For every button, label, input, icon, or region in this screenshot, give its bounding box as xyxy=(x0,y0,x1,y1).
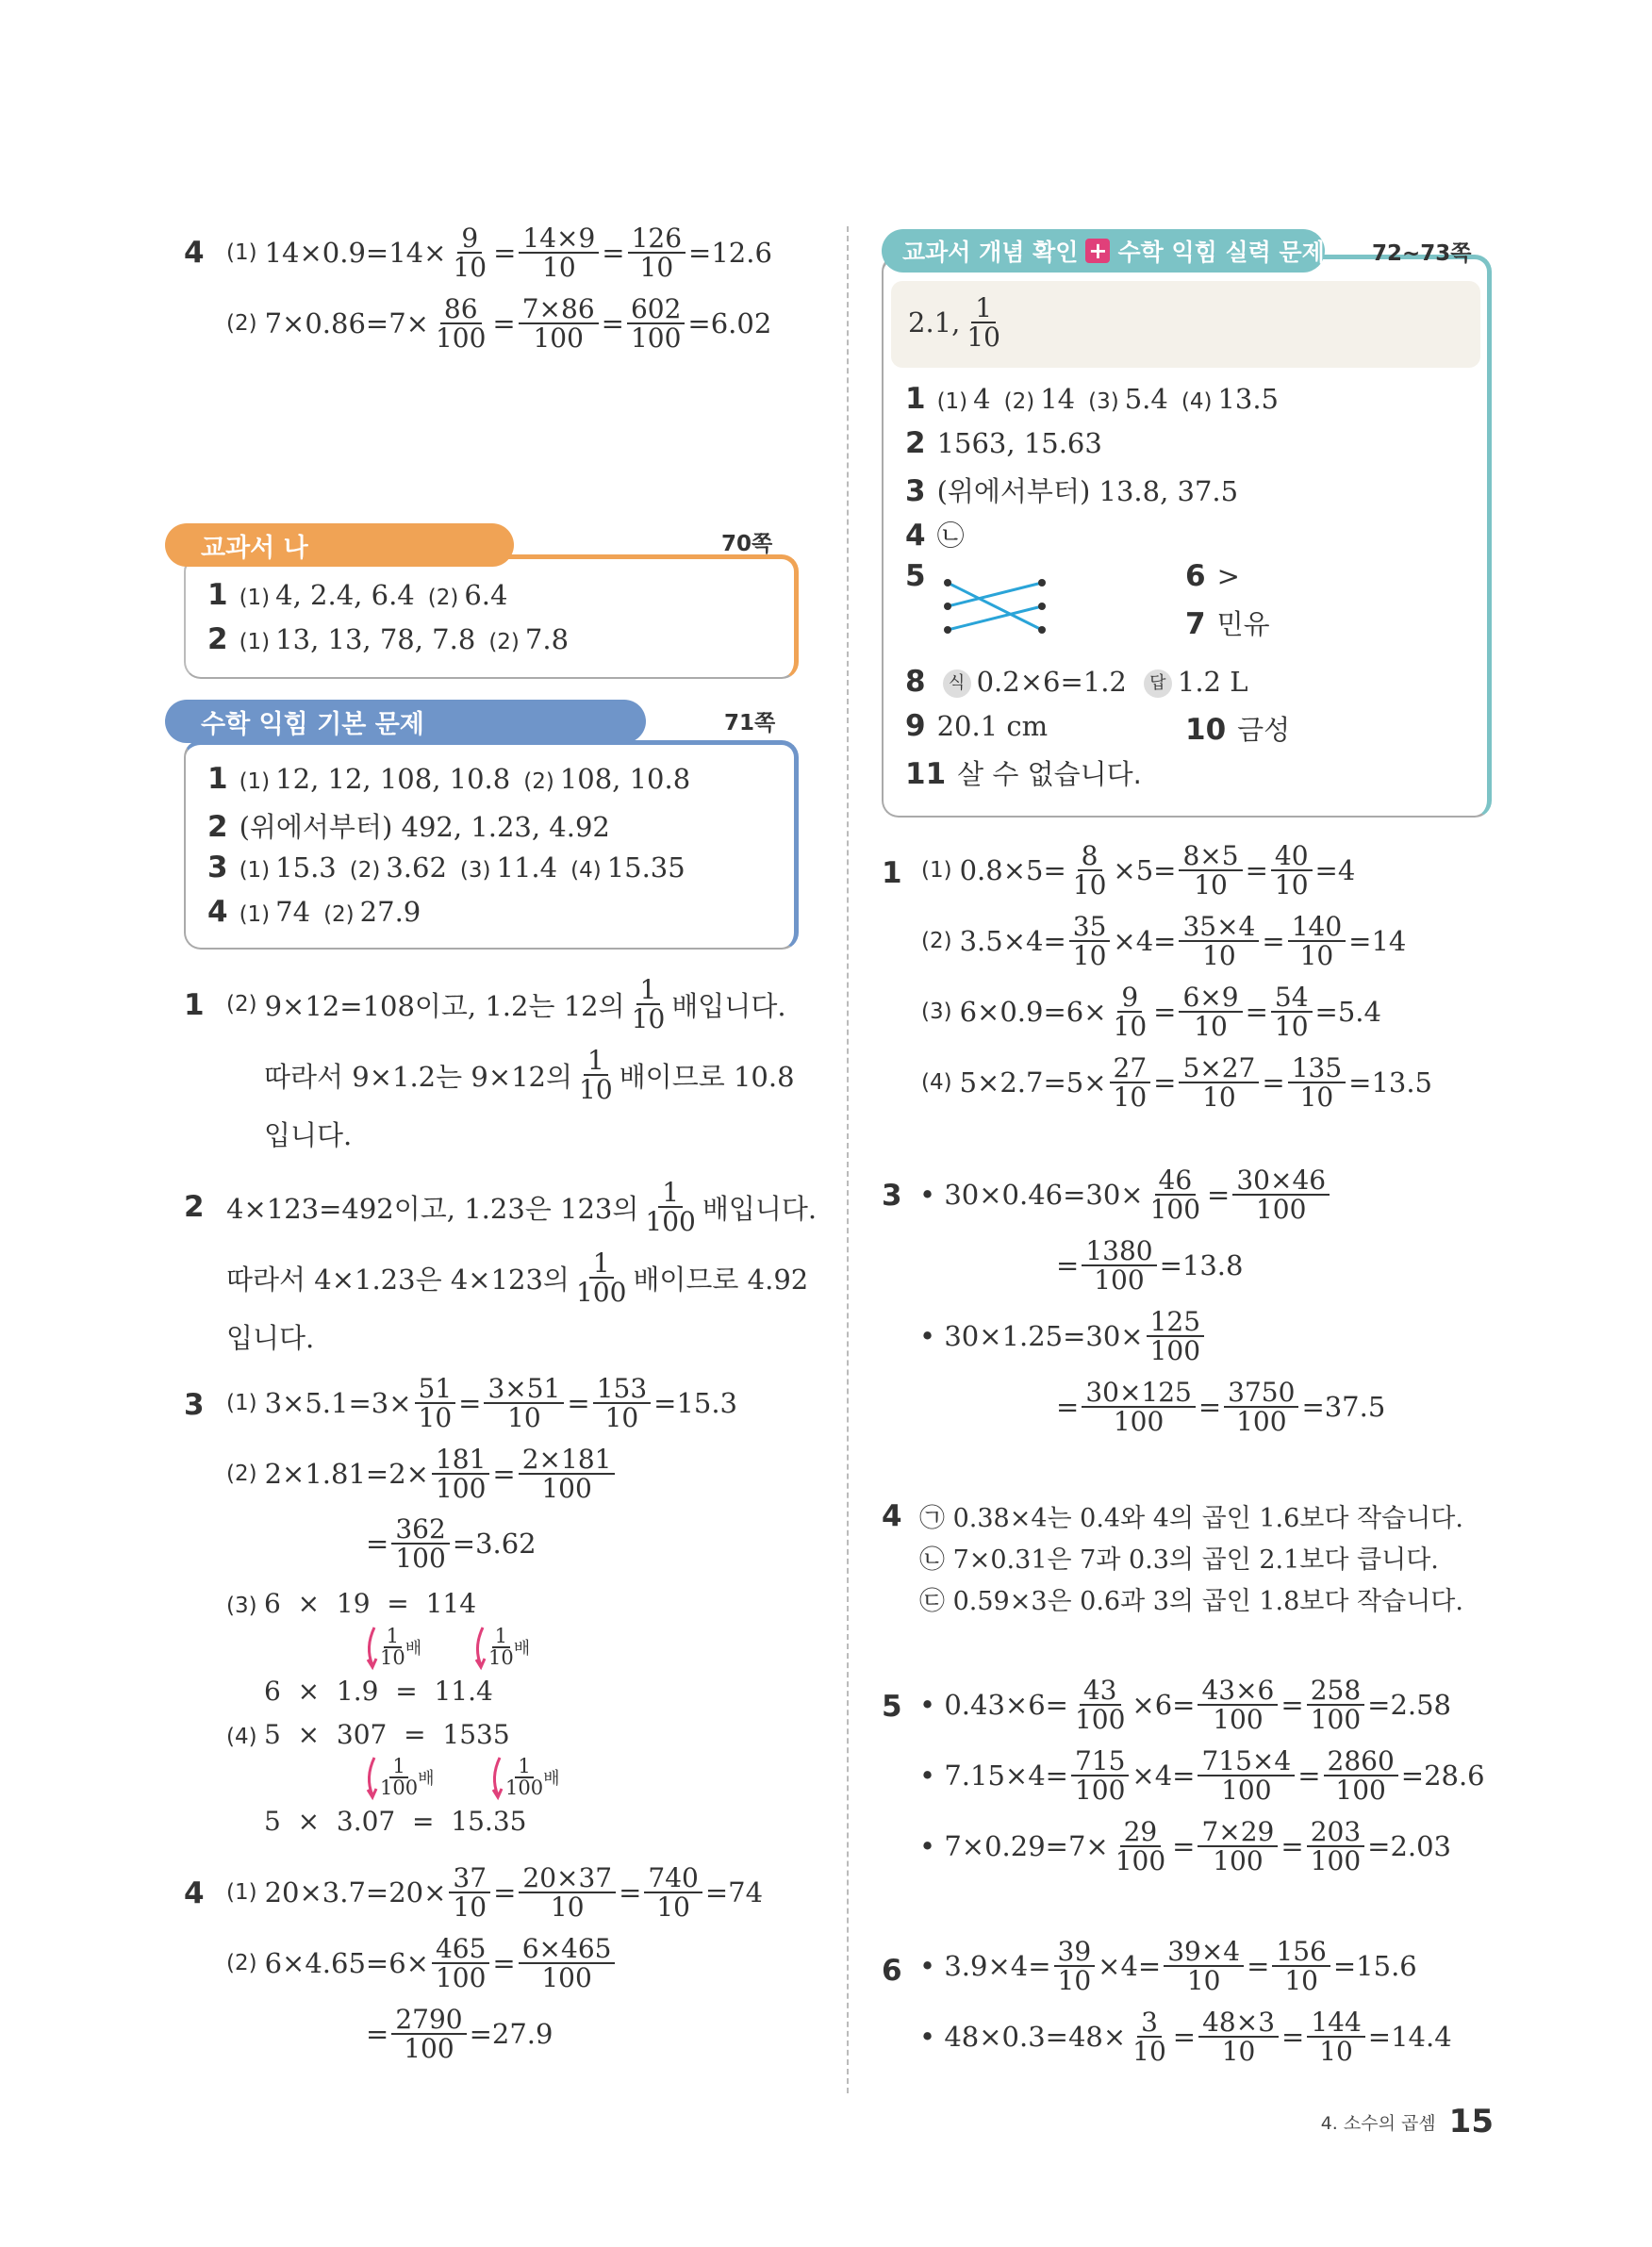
fraction: $\frac{9}{10}$ xyxy=(453,223,487,284)
answer-box-textbook xyxy=(184,554,799,679)
answer-line: 7 민유 xyxy=(1185,607,1270,641)
solution-line: = $\frac{362}{100}$ =3.62 xyxy=(366,1513,537,1575)
column-divider xyxy=(847,226,849,2093)
problem-number: 1 xyxy=(882,856,902,890)
multiplication-row: 5 × 3.07 = 15.35 xyxy=(264,1806,527,1837)
fraction: $\frac{43\times 6}{100}$ xyxy=(1198,1677,1278,1734)
fraction: $\frac{3\times 51}{10}$ xyxy=(484,1375,564,1432)
fraction: $\frac{125}{100}$ xyxy=(1147,1308,1204,1365)
fraction: $\frac{465}{100}$ xyxy=(432,1935,489,1992)
section-title-practice: 수학 익힘 기본 문제 xyxy=(165,700,646,743)
fraction: $\frac{1}{10}$ xyxy=(579,1045,613,1106)
fraction: $\frac{43}{100}$ xyxy=(1074,1675,1126,1736)
fraction: $\frac{86}{100}$ xyxy=(435,293,487,355)
solution-line: • 3.9×4= $\frac{39}{10}$ ×4= $\frac{39\times 4}{10}$ = $\frac{156}{10}$ =15.6 xyxy=(919,1936,1417,1997)
problem-number: 2 xyxy=(184,1190,205,1224)
solution-line: • 30×1.25=30× $\frac{125}{100}$ xyxy=(919,1308,1207,1365)
multiplication-row: 5 × 307 = 1535 xyxy=(264,1719,510,1750)
fraction: $\frac{2860}{100}$ xyxy=(1324,1747,1398,1805)
fraction: $\frac{40}{10}$ xyxy=(1271,842,1313,900)
page-ref: 71쪽 xyxy=(724,711,776,735)
fraction: $\frac{1}{100}$ xyxy=(645,1177,696,1238)
fraction: $\frac{715}{100}$ xyxy=(1071,1747,1129,1805)
answer-line: 1 (1) 4, 2.4, 6.4 (2) 6.4 xyxy=(207,578,508,612)
fraction: $\frac{602}{100}$ xyxy=(627,295,685,353)
fraction: $\frac{14\times 9}{10}$ xyxy=(519,224,599,282)
answer-tag: 답 xyxy=(1144,669,1172,698)
solution-line: (2) 3.5×4= $\frac{35}{10}$ ×4= $\frac{35\times 4}{10}$ = $\frac{140}{10}$ =14 xyxy=(921,911,1407,972)
fraction: $\frac{54}{10}$ xyxy=(1271,983,1313,1041)
fraction: $\frac{140}{10}$ xyxy=(1288,913,1346,970)
fraction: $\frac{362}{100}$ xyxy=(391,1515,449,1573)
answer-line: 5 xyxy=(905,559,926,593)
pink-arrow-icon xyxy=(488,1754,504,1801)
answer-line: 3 (1) 15.3 (2) 3.62 (3) 11.4 (4) 15.35 xyxy=(207,851,686,884)
fraction: $\frac{203}{100}$ xyxy=(1307,1818,1364,1875)
fraction: $\frac{7\times 29}{100}$ xyxy=(1198,1818,1278,1875)
section-title-concept: 교과서 개념 확인 + 수학 익힘 실력 문제 xyxy=(882,229,1325,273)
solution-line: (1) 20×3.7=20× $\frac{37}{10}$ = $\frac{20\times 37}{10}$ = $\frac{740}{10}$ =74 xyxy=(226,1862,764,1924)
answer-line: 4 ㉡ xyxy=(905,519,965,553)
answer-line: 3 (위에서부터) 13.8, 37.5 xyxy=(905,474,1239,508)
fraction: $\frac{2790}{100}$ xyxy=(391,2006,466,2063)
pink-arrow-icon xyxy=(363,1754,378,1801)
answer-line: 2 (위에서부터) 492, 1.23, 4.92 xyxy=(207,810,610,844)
fraction: $\frac{135}{10}$ xyxy=(1288,1054,1346,1112)
fraction: $\frac{39}{10}$ xyxy=(1054,1938,1096,1995)
fraction: $\frac{156}{10}$ xyxy=(1272,1938,1330,1995)
answer-line: 9 20.1 cm xyxy=(905,709,1049,743)
fraction: $\frac{20\times 37}{10}$ xyxy=(519,1864,616,1922)
problem-number: 4 xyxy=(184,1876,205,1910)
solution-line: = $\frac{1380}{100}$ =13.8 xyxy=(1056,1235,1244,1297)
chapter-title: 4. 소수의 곱셈 xyxy=(1320,2112,1436,2134)
fraction: $\frac{740}{10}$ xyxy=(644,1864,702,1922)
problem-number: 5 xyxy=(882,1690,902,1724)
fraction: $\frac{27}{10}$ xyxy=(1110,1054,1151,1112)
answer-line: 11 살 수 없습니다. xyxy=(905,757,1142,791)
answer-line: 1 (1) 12, 12, 108, 10.8 (2) 108, 10.8 xyxy=(207,762,691,796)
solution-line: (4) 5×2.7=5× $\frac{27}{10}$ = $\frac{5\times 27}{10}$ = $\frac{135}{10}$ =13.5 xyxy=(921,1052,1433,1114)
solution-line: (1) 0.8×5= $\frac{8}{10}$ ×5= $\frac{8\times 5}{10}$ = $\frac{40}{10}$ =4 xyxy=(921,840,1356,901)
fraction: $\frac{258}{100}$ xyxy=(1307,1677,1364,1734)
page-ref: 70쪽 xyxy=(721,532,773,556)
page-footer xyxy=(1321,2103,1494,2140)
answer-line: 1 (1) 4 (2) 14 (3) 5.4 (4) 13.5 xyxy=(905,382,1280,416)
factor-arrow: 1 10 배 xyxy=(363,1624,421,1671)
fraction: $\frac{48\times 3}{10}$ xyxy=(1198,2008,1279,2066)
solution-line: (1) 3×5.1=3× $\frac{51}{10}$ = $\frac{3\times 51}{10}$ = $\frac{153}{10}$ =15.3 xyxy=(226,1373,738,1434)
fraction: $\frac{5\times 27}{10}$ xyxy=(1179,1054,1259,1112)
problem-number: 4 xyxy=(184,236,205,270)
fraction: $\frac{8}{10}$ xyxy=(1072,840,1107,901)
page-number: 15 xyxy=(1448,2103,1494,2140)
solution-line: 입니다. xyxy=(226,1322,315,1354)
solution-line: (2) 9×12=108이고, 1.2는 12의 $\frac{1}{10}$ 배입니다. xyxy=(226,974,786,1035)
solution-line: ㉢ 0.59×3은 0.6과 3의 곱인 1.8보다 작습니다. xyxy=(919,1587,1463,1616)
fraction: $\frac{39\times 4}{10}$ xyxy=(1164,1938,1244,1995)
fraction: $\frac{144}{10}$ xyxy=(1307,2008,1364,2066)
fraction: $\frac{35}{10}$ xyxy=(1069,913,1111,970)
fraction: $\frac{153}{10}$ xyxy=(593,1375,651,1432)
matching-lines-diagram xyxy=(938,566,1051,651)
factor-arrow: 1 100 배 xyxy=(488,1754,559,1801)
fraction: $\frac{30\times 46}{100}$ xyxy=(1232,1166,1330,1224)
fraction: $\frac{35\times 4}{10}$ xyxy=(1179,913,1259,970)
fraction: $\frac{1}{100}$ xyxy=(575,1247,627,1309)
fraction: $\frac{8\times 5}{10}$ xyxy=(1179,842,1242,900)
solution-line: ㉡ 7×0.31은 7과 0.3의 곱인 2.1보다 큽니다. xyxy=(919,1545,1439,1575)
solution-line: ㉠ 0.38×4는 0.4와 4의 곱인 1.6보다 작습니다. xyxy=(919,1504,1463,1533)
fraction: $\frac{3}{10}$ xyxy=(1132,2007,1166,2068)
answer-line: 4 (1) 74 (2) 27.9 xyxy=(207,895,421,929)
section-title-textbook: 교과서 나 xyxy=(165,523,514,567)
fraction: $\frac{51}{10}$ xyxy=(415,1375,456,1432)
multiplication-row: 6 × 19 = 114 xyxy=(264,1588,477,1619)
fraction: $\frac{715\times 4}{100}$ xyxy=(1198,1747,1295,1805)
fraction: $\frac{1380}{100}$ xyxy=(1082,1237,1156,1295)
expression-tag: 식 xyxy=(943,669,971,698)
solution-line: (2) 6×4.65=6× $\frac{465}{100}$ = $\frac{6\times 465}{100}$ xyxy=(226,1935,618,1992)
fraction: $\frac{29}{100}$ xyxy=(1115,1816,1166,1877)
answer-line: 2 (1) 13, 13, 78, 7.8 (2) 7.8 xyxy=(207,622,570,656)
solution-line: (2) 2×1.81=2× $\frac{181}{100}$ = $\frac{2\times 181}{100}$ xyxy=(226,1446,618,1503)
solution-line: 4×123=492이고, 1.23은 123의 $\frac{1}{100}$ 배입니다. xyxy=(226,1177,818,1238)
multiplication-row: 6 × 1.9 = 11.4 xyxy=(264,1676,493,1707)
fraction: $\frac{1}{10}$ xyxy=(631,974,666,1035)
fraction: $\frac{6\times 465}{100}$ xyxy=(519,1935,616,1992)
solution-line: 입니다. xyxy=(264,1119,353,1151)
problem-number: 4 xyxy=(882,1499,902,1533)
solution-line: • 7.15×4= $\frac{715}{100}$ ×4= $\frac{715\times 4}{100}$ = $\frac{2860}{100}$ =28.6 xyxy=(919,1745,1485,1807)
solution-line: = $\frac{2790}{100}$ =27.9 xyxy=(366,2004,553,2065)
fraction: $\frac{7\times 86}{100}$ xyxy=(519,295,599,353)
solution-line: (1) 14×0.9=14× $\frac{9}{10}$ = $\frac{14\times 9}{10}$ = $\frac{126}{10}$ =12.6 xyxy=(226,223,772,284)
problem-number: 3 xyxy=(184,1388,205,1422)
solution-line: • 30×0.46=30× $\frac{46}{100}$ = $\frac{30\times 46}{100}$ xyxy=(919,1166,1332,1224)
fraction: $\frac{181}{100}$ xyxy=(432,1446,489,1503)
solution-line: = $\frac{30\times 125}{100}$ = $\frac{3750}{100}$ =37.5 xyxy=(1056,1377,1386,1438)
problem-number: 1 xyxy=(184,988,205,1022)
factor-arrow: 1 10 배 xyxy=(471,1624,530,1671)
solution-line: 따라서 9×1.2는 9×12의 $\frac{1}{10}$ 배이므로 10.8 xyxy=(264,1045,795,1106)
factor-arrow: 1 100 배 xyxy=(363,1754,434,1801)
fraction: $\frac{37}{10}$ xyxy=(449,1864,490,1922)
pink-arrow-icon xyxy=(471,1624,487,1671)
solution-line: (2) 7×0.86=7× $\frac{86}{100}$ = $\frac{7\times 86}{100}$ = $\frac{602}{100}$ =6.02 xyxy=(226,293,772,355)
fraction: $\frac{2\times 181}{100}$ xyxy=(519,1446,616,1503)
solution-line: • 48×0.3=48× $\frac{3}{10}$ = $\frac{48\times 3}{10}$ = $\frac{144}{10}$ =14.4 xyxy=(919,2007,1452,2068)
answer-line: 10 금성 xyxy=(1185,713,1291,747)
fraction: $\frac{30\times 125}{100}$ xyxy=(1082,1379,1196,1436)
solution-line: • 0.43×6= $\frac{43}{100}$ ×6= $\frac{43\times 6}{100}$ = $\frac{258}{100}$ =2.58 xyxy=(919,1675,1452,1736)
solution-line: 따라서 4×1.23은 4×123의 $\frac{1}{100}$ 배이므로 4.92 xyxy=(226,1247,809,1309)
answer-line: 6 > xyxy=(1185,559,1240,593)
plus-icon: + xyxy=(1085,239,1110,263)
concept-answer: 2.1, $\frac{1}{10}$ xyxy=(908,294,1007,352)
solution-line: (3) 6×0.9=6× $\frac{9}{10}$ = $\frac{6\times 9}{10}$ = $\frac{54}{10}$ =5.4 xyxy=(921,982,1381,1043)
problem-number: 6 xyxy=(882,1954,902,1988)
solution-line: • 7×0.29=7× $\frac{29}{100}$ = $\frac{7\times 29}{100}$ = $\frac{203}{100}$ =2.03 xyxy=(919,1816,1452,1877)
pink-arrow-icon xyxy=(363,1624,378,1671)
fraction: $\frac{9}{10}$ xyxy=(1113,982,1148,1043)
fraction: $\frac{3750}{100}$ xyxy=(1224,1379,1298,1436)
fraction: $\frac{126}{10}$ xyxy=(628,224,686,282)
fraction: $\frac{6\times 9}{10}$ xyxy=(1179,983,1242,1041)
fraction: $\frac{46}{100}$ xyxy=(1149,1165,1201,1226)
fraction: $\frac{1}{10}$ xyxy=(966,292,1000,354)
page-ref: 72~73쪽 xyxy=(1372,241,1472,266)
answer-line: 8 식 0.2×6=1.2 답 1.2 L xyxy=(905,665,1248,699)
answer-line: 2 1563, 15.63 xyxy=(905,426,1102,460)
problem-number: 3 xyxy=(882,1179,902,1213)
